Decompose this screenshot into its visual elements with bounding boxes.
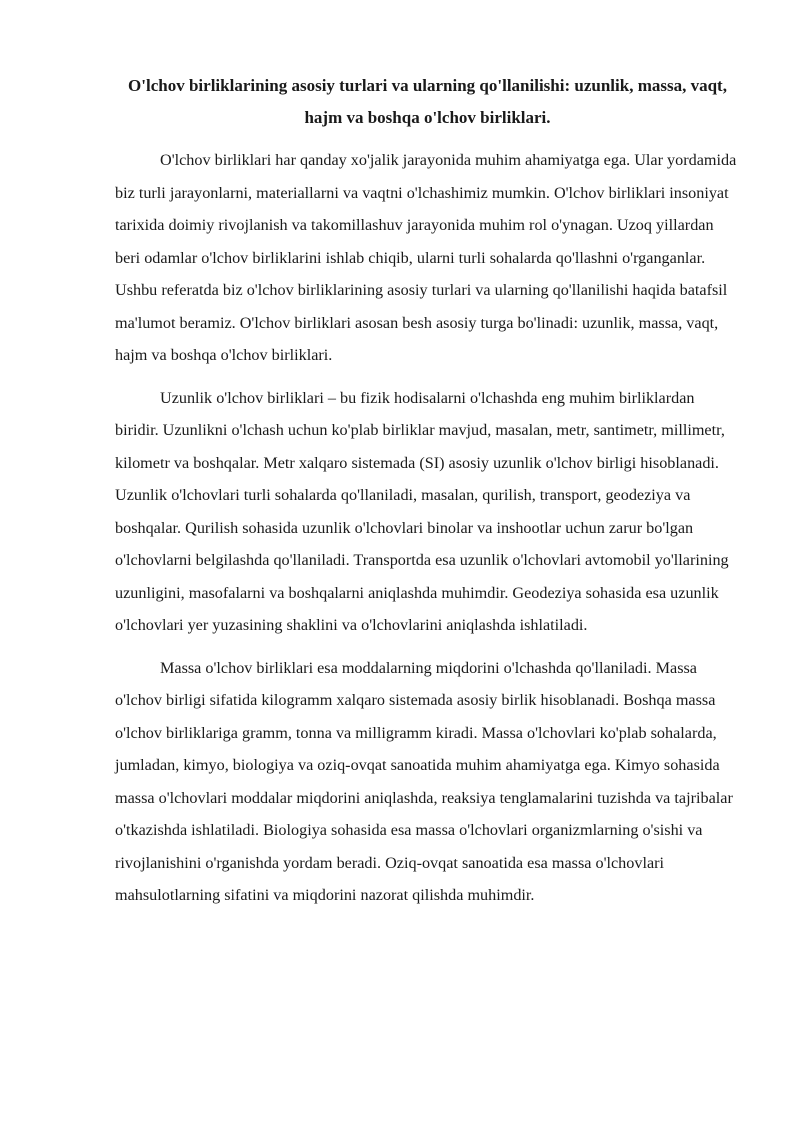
document-title: O'lchov birliklarining asosiy turlari va ularning qo'llanilishi: uzunlik, massa, vaqt, hajm va boshqa o'lchov birliklari. bbox=[128, 76, 727, 127]
paragraph-introduction: O'lchov birliklari har qanday xo'jalik jarayonida muhim ahamiyatga ega. Ular yordamida biz turli jarayonlarni, materiallarni va vaqtni o'lchashimiz mumkin. O'lchov birliklari insoniyat tarixida doimiy rivojlanish va takomillashuv jarayonida muhim rol o'ynagan. Uzoq yillardan beri odamlar o'lchov birliklarini ishlab chiqib, ularni turli sohalarda qo'llashni o'rganganlar. Ushbu referatda biz o'lchov birliklarining asosiy turlari va ularning qo'llanilishi haqida batafsil ma'lumot beramiz. O'lchov birliklari asosan besh asosiy turga bo'linadi: uzunlik, massa, vaqt, hajm va boshqa o'lchov birliklari. bbox=[115, 151, 737, 364]
paragraph-mass-units: Massa o'lchov birliklari esa moddalarning miqdorini o'lchashda qo'llaniladi. Massa o'lchov birligi sifatida kilogramm xalqaro sistemada asosiy birlik hisoblanadi. Boshqa massa o'lchov birliklariga gramm, tonna va milligramm kiradi. Massa o'lchovlari ko'plab sohalarda, jumladan, kimyo, biologiya va oziq-ovqat sanoatida muhim ahamiyatga ega. Kimyo sohasida massa o'lchovlari moddalar miqdorini aniqlashda, reaksiya tenglamalarini tuzishda va tajribalar o'tkazishda ishlatiladi. Biologiya sohasida esa massa o'lchovlari organizmlarning o'sishi va rivojlanishini o'rganishda yordam beradi. Oziq-ovqat sanoatida esa massa o'lchovlari mahsulotlarning sifatini va miqdorini nazorat qilishda muhimdir. bbox=[115, 658, 733, 904]
document-body bbox=[115, 70, 740, 922]
paragraph-length-units: Uzunlik o'lchov birliklari – bu fizik hodisalarni o'lchashda eng muhim birliklardan biridir. Uzunlikni o'lchash uchun ko'plab birliklar mavjud, masalan, metr, santimetr, millimetr, kilometr va boshqalar. Metr xalqaro sistemada (SI) asosiy uzunlik o'lchov birligi hisoblanadi. Uzunlik o'lchovlari turli sohalarda qo'llaniladi, masalan, qurilish, transport, geodeziya va boshqalar. Qurilish sohasida uzunlik o'lchovlari binolar va inshootlar uchun zarur bo'lgan o'lchovlarni belgilashda qo'llaniladi. Transportda esa uzunlik o'lchovlari avtomobil yo'llarining uzunligini, masofalarni va boshqalarni aniqlashda muhimdir. Geodeziya sohasida esa uzunlik o'lchovlari yer yuzasining shaklini va o'lchovlarini aniqlashda ishlatiladi. bbox=[115, 388, 729, 634]
